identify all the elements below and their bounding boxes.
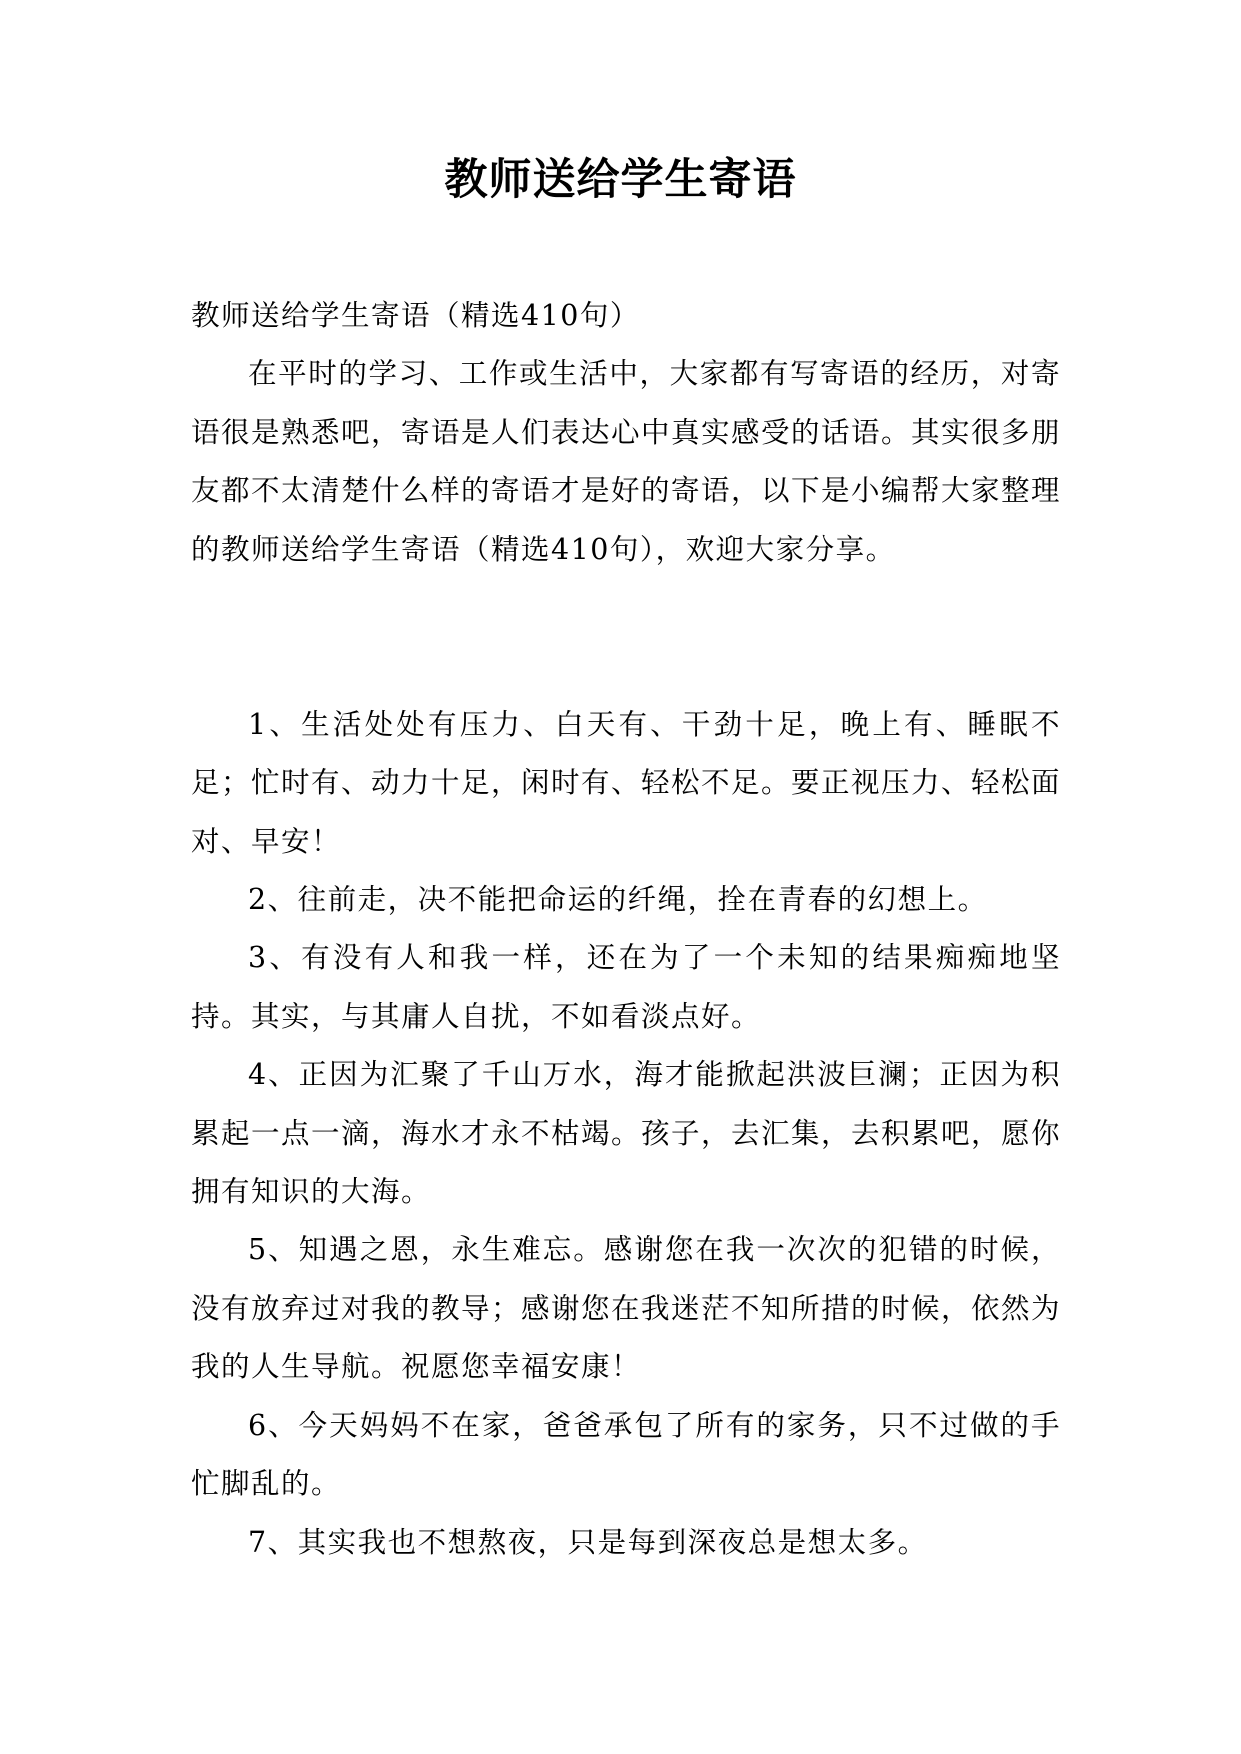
document-subtitle: 教师送给学生寄语（精选410句） — [191, 299, 640, 332]
list-item: 6、今天妈妈不在家，爸爸承包了所有的家务，只不过做的手忙脚乱的。 — [191, 1408, 1061, 1501]
paragraph-spacer — [191, 579, 1061, 696]
list-item: 7、其实我也不想熬夜，只是每到深夜总是想太多。 — [248, 1525, 928, 1559]
list-item: 5、知遇之恩，永生难忘。感谢您在我一次次的犯错的时候，没有放弃过对我的教导；感谢您在我迷茫不知所措的时候，依然为我的人生导航。祝愿您幸福安康！ — [191, 1233, 1062, 1384]
document-title: 教师送给学生寄语 — [444, 155, 797, 205]
list-item: 3、有没有人和我一样，还在为了一个未知的结果痴痴地坚持。其实，与其庸人自扰，不如看淡点好。 — [191, 941, 1061, 1033]
list-item: 2、往前走，决不能把命运的纤绳，拴在青春的幻想上。 — [248, 883, 988, 917]
document-body — [191, 287, 1061, 1572]
list-item: 1、生活处处有压力、白天有、干劲十足，晚上有、睡眠不足；忙时有、动力十足，闲时有、轻松不足。要正视压力、轻松面对、早安！ — [191, 707, 1062, 858]
intro-paragraph: 在平时的学习、工作或生活中，大家都有写寄语的经历，对寄语很是熟悉吧，寄语是人们表达心中真实感受的话语。其实很多朋友都不太清楚什么样的寄语才是好的寄语，以下是小编帮大家整理的教师送给学生寄语（精选410句），欢迎大家分享。 — [191, 357, 1062, 566]
list-item: 4、正因为汇聚了千山万水，海才能掀起洪波巨澜；正因为积累起一点一滴，海水才永不枯竭。孩子，去汇集，去积累吧，愿你拥有知识的大海。 — [191, 1058, 1062, 1209]
